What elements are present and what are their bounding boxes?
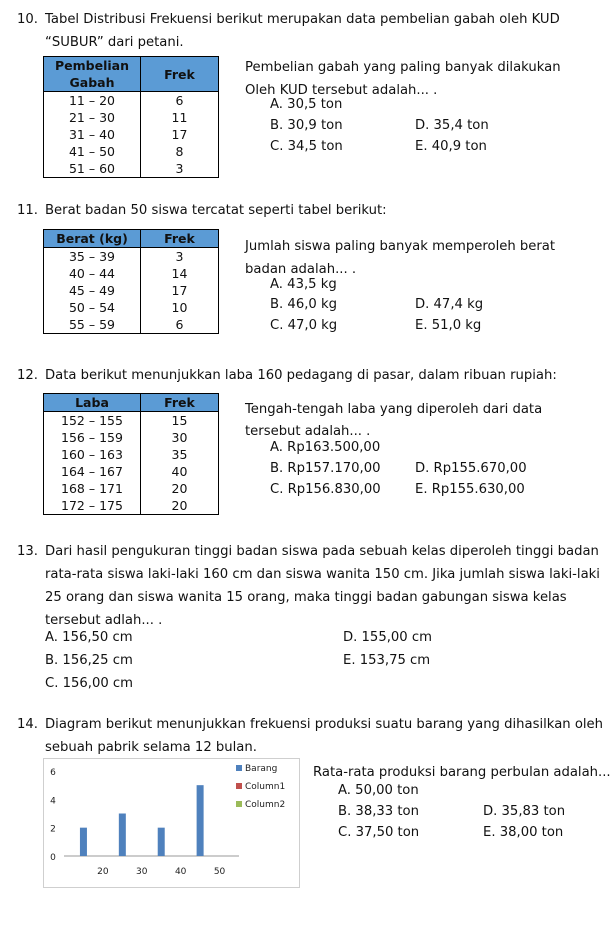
q14-option-d[interactable]: D. 35,83 ton <box>483 804 566 819</box>
q11-header-frek: Frek <box>141 230 219 248</box>
q12-frek-cell: 20 <box>171 481 188 496</box>
x-tick-label: 20 <box>97 867 109 877</box>
q11-option-d[interactable]: D. 47,4 kg <box>415 297 484 312</box>
q12-header-frek: Frek <box>141 394 219 412</box>
q12-class-cell: 164 – 167 <box>44 463 141 480</box>
bar-barang <box>197 785 204 856</box>
x-tick-label: 50 <box>213 867 226 877</box>
q12-option-d[interactable]: D. Rp155.670,00 <box>415 461 527 476</box>
q12-class-cell: 172 – 175 <box>44 497 141 515</box>
q11-option-c[interactable]: C. 47,0 kg <box>270 318 338 333</box>
q10-prompt-line1: Pembelian gabah yang paling banyak dilakukan <box>245 60 561 75</box>
q12-table-row <box>44 446 219 463</box>
q10-table <box>43 56 219 178</box>
q10-class-cell: 51 – 60 <box>44 160 141 178</box>
y-tick-label: 6 <box>50 768 56 778</box>
q12-table-row <box>44 429 219 446</box>
q12-table-row <box>44 412 219 430</box>
q11-table-row <box>44 265 219 282</box>
q13-number: 13. <box>17 544 38 559</box>
y-tick-label: 0 <box>50 853 56 863</box>
q11-frek-cell: 14 <box>171 266 188 281</box>
q14-option-c[interactable]: C. 37,50 ton <box>338 825 420 840</box>
q11-class-cell: 50 – 54 <box>44 299 141 316</box>
q13-option-e[interactable]: E. 153,75 cm <box>343 653 431 668</box>
q11-class-cell: 35 – 39 <box>44 248 141 266</box>
legend-swatch <box>236 801 242 807</box>
q11-table-row <box>44 316 219 334</box>
q13-text-line2: rata-rata siswa laki-laki 160 cm dan siswa wanita 150 cm. Jika jumlah siswa laki-laki <box>45 567 600 582</box>
q11-class-cell: 45 – 49 <box>44 282 141 299</box>
q12-table-row <box>44 497 219 515</box>
q14-option-a[interactable]: A. 50,00 ton <box>338 783 419 798</box>
q13-text-line1: Dari hasil pengukuran tinggi badan siswa pada sebuah kelas diperoleh tinggi badan <box>45 544 599 559</box>
legend-label: Column2 <box>245 800 286 810</box>
q11-frek-cell: 6 <box>175 317 184 332</box>
q11-class-cell: 40 – 44 <box>44 265 141 282</box>
q11-class-cell: 55 – 59 <box>44 316 141 334</box>
q12-option-e[interactable]: E. Rp155.630,00 <box>415 482 525 497</box>
q12-frek-cell: 15 <box>171 413 188 428</box>
q10-option-a[interactable]: A. 30,5 ton <box>270 97 343 112</box>
q12-frek-cell: 40 <box>171 464 188 479</box>
q12-prompt-line1: Tengah-tengah laba yang diperoleh dari data <box>245 402 543 417</box>
q10-class-cell: 31 – 40 <box>44 126 141 143</box>
q10-text-line1: Tabel Distribusi Frekuensi berikut merupakan data pembelian gabah oleh KUD <box>45 12 560 27</box>
y-tick-label: 4 <box>50 796 56 807</box>
q14-text-line2: sebuah pabrik selama 12 bulan. <box>45 740 257 755</box>
q10-frek-cell: 3 <box>175 161 184 176</box>
q13-text-line3: 25 orang dan siswa wanita 15 orang, maka tinggi badan gabungan siswa kelas <box>45 590 567 605</box>
q10-header-line2: Gabah <box>69 75 115 90</box>
bar-barang <box>80 828 87 856</box>
q13-text-line4: tersebut adlah... . <box>45 613 163 628</box>
q11-option-b[interactable]: B. 46,0 kg <box>270 297 337 312</box>
q10-class-cell: 11 – 20 <box>44 92 141 110</box>
q11-option-a[interactable]: A. 43,5 kg <box>270 277 337 292</box>
q10-text-line2: “SUBUR” dari petani. <box>45 35 184 50</box>
legend-label: Barang <box>245 764 278 774</box>
q10-frek-cell: 11 <box>171 110 188 125</box>
q12-option-b[interactable]: B. Rp157.170,00 <box>270 461 381 476</box>
q12-frek-cell: 20 <box>171 498 188 513</box>
q10-frek-cell: 6 <box>175 93 184 108</box>
q12-table-row <box>44 480 219 497</box>
q12-class-cell: 152 – 155 <box>44 412 141 430</box>
q11-frek-cell: 3 <box>175 249 184 264</box>
q12-option-c[interactable]: C. Rp156.830,00 <box>270 482 381 497</box>
q12-header-laba: Laba <box>44 394 141 412</box>
q14-number: 14. <box>17 717 38 732</box>
q10-option-b[interactable]: B. 30,9 ton <box>270 118 343 133</box>
q10-option-c[interactable]: C. 34,5 ton <box>270 139 343 154</box>
y-tick-label: 2 <box>50 824 56 835</box>
q11-table-body <box>44 248 219 334</box>
q10-table-row <box>44 109 219 126</box>
q11-prompt-line1: Jumlah siswa paling banyak memperoleh berat <box>245 239 556 254</box>
q11-text-line1: Berat badan 50 siswa tercatat seperti tabel berikut: <box>45 203 387 218</box>
q11-table-row <box>44 282 219 299</box>
q10-table-row <box>44 92 219 110</box>
x-tick-label: 30 <box>136 867 148 877</box>
q10-table-row <box>44 160 219 178</box>
q12-text-line1: Data berikut menunjukkan laba 160 pedagang di pasar, dalam ribuan rupiah: <box>45 368 557 383</box>
x-tick-label: 40 <box>174 867 187 877</box>
q11-prompt-line2: badan adalah... . <box>245 262 357 277</box>
q12-class-cell: 160 – 163 <box>44 446 141 463</box>
q12-table <box>43 393 219 515</box>
q10-option-e[interactable]: E. 40,9 ton <box>415 139 487 154</box>
q12-frek-cell: 30 <box>171 430 188 445</box>
q11-number: 11. <box>17 203 38 218</box>
q13-option-d[interactable]: D. 155,00 cm <box>343 630 432 645</box>
q10-class-cell: 21 – 30 <box>44 109 141 126</box>
q14-bar-chart <box>44 759 299 887</box>
q10-option-d[interactable]: D. 35,4 ton <box>415 118 489 133</box>
q13-option-c[interactable]: C. 156,00 cm <box>45 676 134 691</box>
q12-table-body <box>44 412 219 515</box>
q11-option-e[interactable]: E. 51,0 kg <box>415 318 482 333</box>
q10-header-line1: Pembelian <box>55 58 129 73</box>
q10-number: 10. <box>17 12 38 27</box>
q14-prompt-line1: Rata-rata produksi barang perbulan adalah... <box>313 765 611 780</box>
q14-option-b[interactable]: B. 38,33 ton <box>338 804 419 819</box>
q10-prompt-line2: Oleh KUD tersebut adalah... . <box>245 83 438 98</box>
q12-class-cell: 168 – 171 <box>44 480 141 497</box>
q12-class-cell: 156 – 159 <box>44 429 141 446</box>
q13-option-b[interactable]: B. 156,25 cm <box>45 653 133 668</box>
q14-chart-frame <box>43 758 300 888</box>
bar-barang <box>158 828 165 856</box>
q10-class-cell: 41 – 50 <box>44 143 141 160</box>
q10-table-row <box>44 143 219 160</box>
q10-header-frek: Frek <box>141 57 219 92</box>
q12-frek-cell: 35 <box>171 447 188 462</box>
q10-table-body <box>44 92 219 178</box>
q12-table-row <box>44 463 219 480</box>
bar-barang <box>119 814 126 857</box>
q10-table-row <box>44 126 219 143</box>
legend-swatch <box>236 765 242 771</box>
q14-text-line1: Diagram berikut menunjukkan frekuensi produksi suatu barang yang dihasilkan oleh <box>45 717 604 732</box>
q11-frek-cell: 10 <box>171 300 188 315</box>
q11-header-berat: Berat (kg) <box>44 230 141 248</box>
q11-table <box>43 229 219 334</box>
q12-option-a[interactable]: A. Rp163.500,00 <box>270 440 381 455</box>
q10-frek-cell: 8 <box>175 144 184 159</box>
q12-number: 12. <box>17 368 38 383</box>
q10-header-gabah <box>44 57 141 92</box>
q12-prompt-line2: tersebut adalah... . <box>245 424 371 439</box>
q10-frek-cell: 17 <box>171 127 188 142</box>
q11-table-row <box>44 299 219 316</box>
legend-swatch <box>236 783 242 789</box>
q13-option-a[interactable]: A. 156,50 cm <box>45 630 133 645</box>
legend-label: Column1 <box>245 782 286 792</box>
q11-frek-cell: 17 <box>171 283 188 298</box>
q11-table-row <box>44 248 219 266</box>
q14-option-e[interactable]: E. 38,00 ton <box>483 825 564 840</box>
